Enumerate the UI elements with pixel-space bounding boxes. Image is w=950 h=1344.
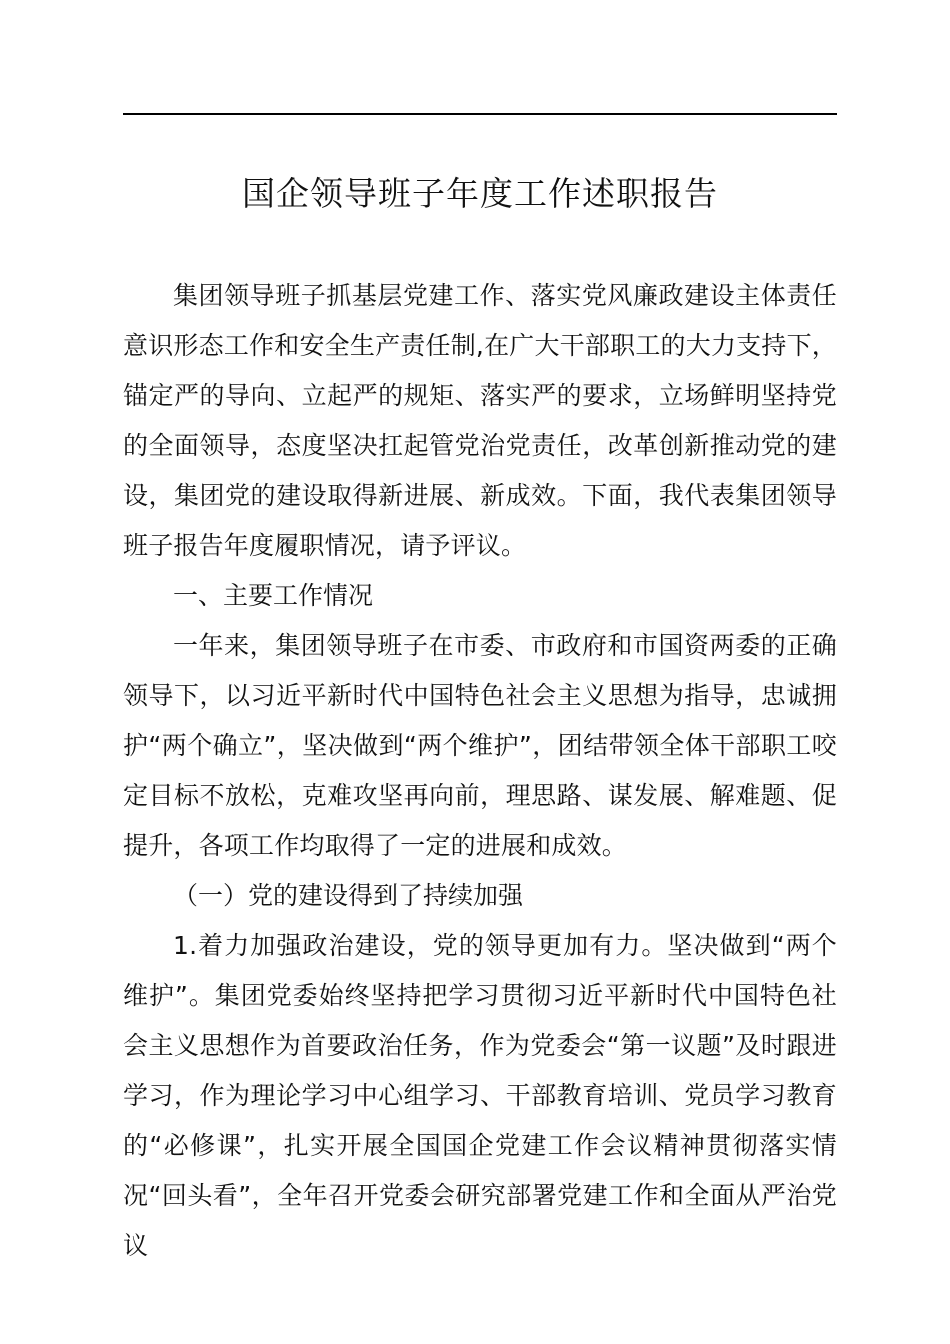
document-body: [123, 271, 837, 1271]
document-title: 国企领导班子年度工作述职报告: [242, 174, 718, 213]
subsection-heading-party-building: （一）党的建设得到了持续加强: [173, 881, 524, 910]
intro-paragraph: 集团领导班子抓基层党建工作、落实党风廉政建设主体责任意识形态工作和安全生产责任制,在广大干部职工的大力支持下，锚定严的导向、立起严的规矩、落实严的要求，立场鲜明坚持党的全面领导，态度坚决扛起管党治党责任，改革创新推动党的建设，集团党的建设取得新进展、新成效。下面，我代表集团领导班子报告年度履职情况，请予评议。: [123, 281, 837, 560]
political-building-paragraph: 1.着力加强政治建设，党的领导更加有力。坚决做到“两个维护”。集团党委始终坚持把学习贯彻习近平新时代中国特色社会主义思想作为首要政治任务，作为党委会“第一议题”及时跟进学习，作为理论学习中心组学习、干部教育培训、党员学习教育的“必修课”，扎实开展全国国企党建工作会议精神贯彻落实情况“回头看”，全年召开党委会研究部署党建工作和全面从严治党议: [123, 931, 837, 1260]
header-rule: [123, 113, 837, 115]
overview-paragraph: 一年来，集团领导班子在市委、市政府和市国资两委的正确领导下，以习近平新时代中国特色社会主义思想为指导，忠诚拥护“两个确立”，坚决做到“两个维护”，团结带领全体干部职工咬定目标不放松，克难攻坚再向前，理思路、谋发展、解难题、促提升，各项工作均取得了一定的进展和成效。: [123, 631, 837, 860]
section-heading-main-work: 一、主要工作情况: [173, 581, 374, 610]
